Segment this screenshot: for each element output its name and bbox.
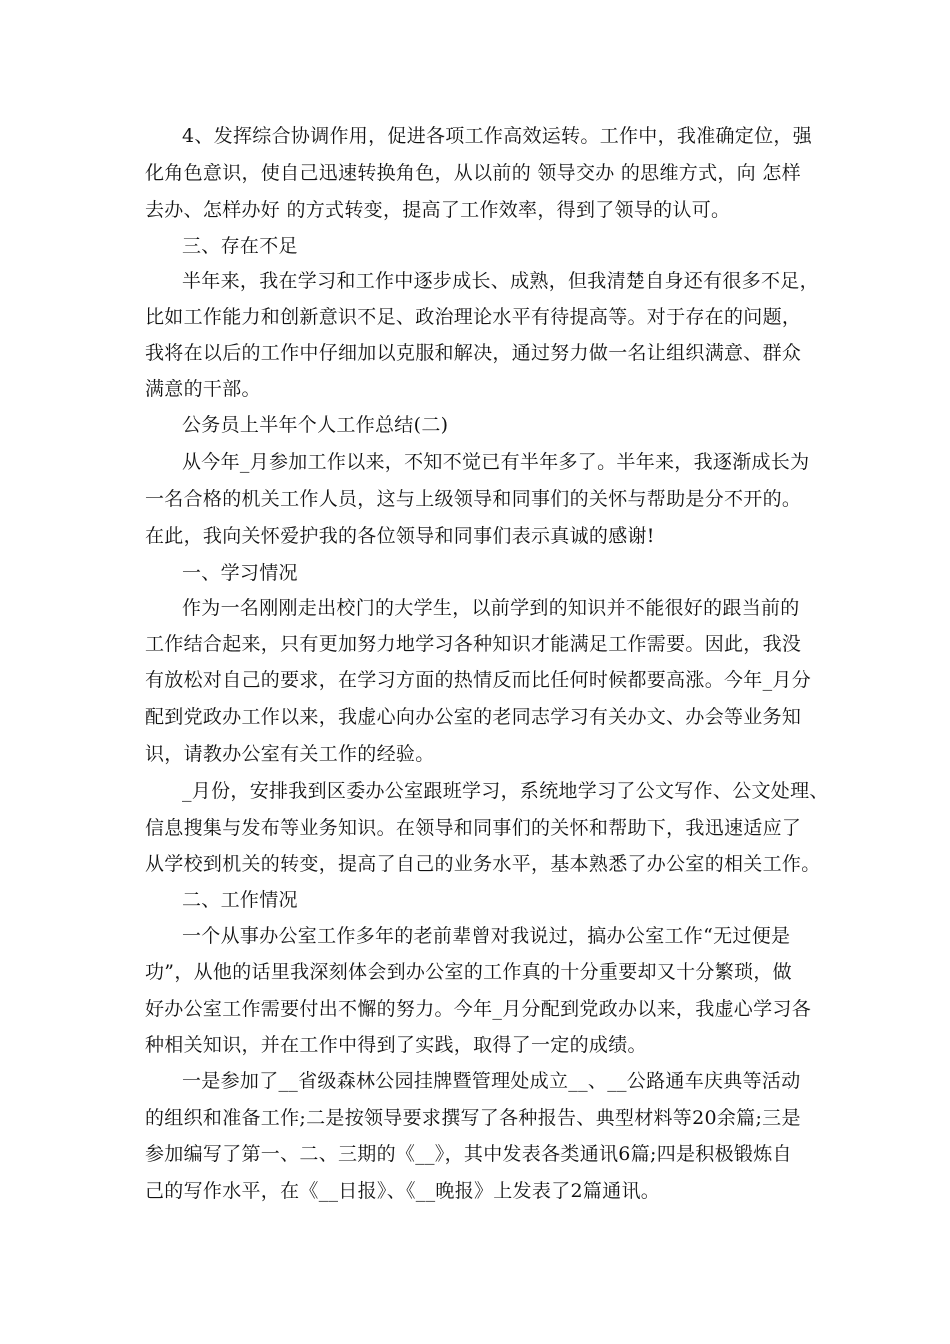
paragraph-line: 我将在以后的工作中仔细加以克服和解决，通过努力做一名让组织满意、群众 (145, 342, 802, 364)
paragraph-line: 功”，从他的话里我深刻体会到办公室的工作真的十分重要却又十分繁琐，做 (145, 961, 792, 983)
paragraph-line: 从今年_月参加工作以来，不知不觉已有半年多了。半年来，我逐渐成长为 (182, 451, 810, 473)
paragraph-line: 种相关知识，并在工作中得到了实践，取得了一定的成绩。 (145, 1034, 647, 1056)
paragraph-line: 作为一名刚刚走出校门的大学生，以前学到的知识并不能很好的跟当前的 (182, 597, 800, 619)
paragraph-line: 满意的干部。 (145, 378, 261, 400)
document-subtitle: 公务员上半年个人工作总结(二) (182, 414, 449, 436)
paragraph-line: 去办、怎样办好 的方式转变，提高了工作效率，得到了领导的认可。 (145, 199, 731, 221)
paragraph-line: 在此，我向关怀爱护我的各位领导和同事们表示真诚的感谢! (145, 525, 655, 547)
section-heading: 一、学习情况 (182, 562, 298, 584)
paragraph-line: 有放松对自己的要求，在学习方面的热情反而比任何时候都要高涨。今年_月分 (145, 669, 812, 691)
section-heading: 三、存在不足 (182, 235, 298, 257)
paragraph-line: 一名合格的机关工作人员，这与上级领导和同事们的关怀与帮助是分不开的。 (145, 488, 802, 510)
paragraph-line: 一个从事办公室工作多年的老前辈曾对我说过，搞办公室工作“无过便是 (182, 925, 791, 947)
paragraph-line: _月份，安排我到区委办公室跟班学习，系统地学习了公文写作、公文处理、 (182, 780, 829, 802)
paragraph-line: 信息搜集与发布等业务知识。在领导和同事们的关怀和帮助下，我迅速适应了 (145, 817, 802, 839)
paragraph-line: 化角色意识，使自己迅速转换角色，从以前的 领导交办 的思维方式，向 怎样 (145, 162, 801, 184)
paragraph-line: 识，请教办公室有关工作的经验。 (145, 743, 435, 765)
paragraph-line: 的组织和准备工作;二是按领导要求撰写了各种报告、典型材料等20余篇;三是 (145, 1107, 801, 1129)
paragraph-line: 比如工作能力和创新意识不足、政治理论水平有待提高等。对于存在的问题， (145, 306, 802, 328)
paragraph-line: 好办公室工作需要付出不懈的努力。今年_月分配到党政办以来，我虚心学习各 (145, 998, 812, 1020)
paragraph-line: 参加编写了第一、二、三期的《__》，其中发表各类通讯6篇;四是积极锻炼自 (145, 1143, 792, 1165)
paragraph-line: 一是参加了__省级森林公园挂牌暨管理处成立__、__公路通车庆典等活动 (182, 1070, 801, 1092)
paragraph-line: 工作结合起来，只有更加努力地学习各种知识才能满足工作需要。因此，我没 (145, 633, 802, 655)
paragraph-line: 4、发挥综合协调作用，促进各项工作高效运转。工作中，我准确定位，强 (182, 125, 812, 147)
paragraph-line: 配到党政办工作以来，我虚心向办公室的老同志学习有关办文、办会等业务知 (145, 706, 802, 728)
section-heading: 二、工作情况 (182, 889, 298, 911)
paragraph-line: 己的写作水平，在《__日报》、《__晚报》上发表了2篇通讯。 (145, 1180, 661, 1202)
paragraph-line: 半年来，我在学习和工作中逐步成长、成熟，但我清楚自身还有很多不足， (182, 270, 819, 292)
paragraph-line: 从学校到机关的转变，提高了自己的业务水平，基本熟悉了办公室的相关工作。 (145, 853, 821, 875)
